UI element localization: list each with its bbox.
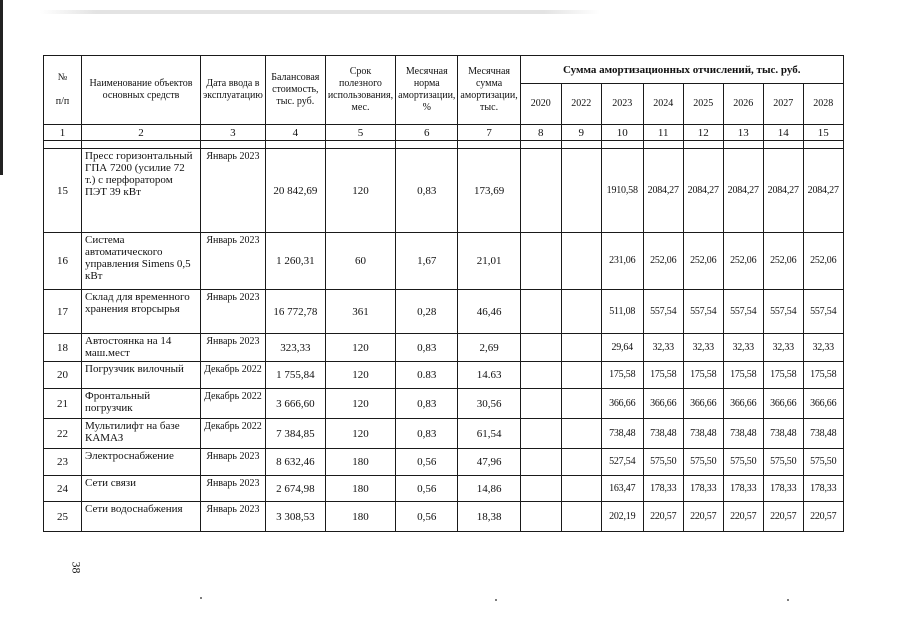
depreciation-2025: 32,33	[683, 334, 723, 362]
table-row	[44, 419, 844, 449]
asset-name: Мультилифт на базе КАМАЗ	[82, 419, 201, 449]
cell-sum: 2,69	[458, 334, 520, 362]
spacer-cell	[396, 141, 458, 149]
header-year: 2025	[683, 84, 723, 125]
row-number: 20	[44, 362, 82, 389]
cell-rate: 0,56	[396, 476, 458, 502]
depreciation-2027: 175,58	[763, 362, 803, 389]
depreciation-2025: 252,06	[683, 233, 723, 290]
table-row	[44, 233, 844, 290]
depreciation-2027: 575,50	[763, 449, 803, 476]
cell-sum: 21,01	[458, 233, 520, 290]
cell-sum: 47,96	[458, 449, 520, 476]
depreciation-2025: 220,57	[683, 502, 723, 532]
cell-rate: 0,28	[396, 290, 458, 334]
table-row	[44, 290, 844, 334]
cell-balance: 3 666,60	[265, 389, 325, 419]
depreciation-2023: 163,47	[601, 476, 643, 502]
header-name: Наименование объектов основных средств	[82, 56, 201, 125]
table-row	[44, 362, 844, 389]
column-number: 4	[265, 125, 325, 141]
commission-date: Декабрь 2022	[201, 389, 266, 419]
depreciation-2026: 557,54	[723, 290, 763, 334]
column-number-row	[44, 125, 844, 141]
depreciation-2022	[561, 233, 601, 290]
depreciation-2020	[520, 389, 561, 419]
depreciation-2025: 557,54	[683, 290, 723, 334]
cell-term: 120	[325, 149, 395, 233]
depreciation-2026: 32,33	[723, 334, 763, 362]
cell-balance: 323,33	[265, 334, 325, 362]
cell-term: 180	[325, 502, 395, 532]
depreciation-2024: 738,48	[643, 419, 683, 449]
depreciation-2026: 738,48	[723, 419, 763, 449]
depreciation-2026: 175,58	[723, 362, 763, 389]
header-term: Срок полезного использования, мес.	[325, 56, 395, 125]
asset-name: Сети водоснабжения	[82, 502, 201, 532]
depreciation-2022	[561, 334, 601, 362]
depreciation-2027: 32,33	[763, 334, 803, 362]
depreciation-2027: 178,33	[763, 476, 803, 502]
column-number: 5	[325, 125, 395, 141]
depreciation-2020	[520, 233, 561, 290]
depreciation-2028: 2084,27	[803, 149, 843, 233]
cell-sum: 14,86	[458, 476, 520, 502]
depreciation-2028: 220,57	[803, 502, 843, 532]
depreciation-2025: 366,66	[683, 389, 723, 419]
commission-date: Январь 2023	[201, 290, 266, 334]
depreciation-2023: 511,08	[601, 290, 643, 334]
table-row	[44, 476, 844, 502]
depreciation-2023: 29,64	[601, 334, 643, 362]
depreciation-2022	[561, 389, 601, 419]
spacer-cell	[561, 141, 601, 149]
depreciation-2025: 575,50	[683, 449, 723, 476]
cell-sum: 30,56	[458, 389, 520, 419]
cell-balance: 8 632,46	[265, 449, 325, 476]
depreciation-table	[43, 55, 844, 532]
header-rate: Месячная норма амортизации, %	[396, 56, 458, 125]
depreciation-2027: 738,48	[763, 419, 803, 449]
cell-rate: 0,56	[396, 502, 458, 532]
depreciation-2022	[561, 290, 601, 334]
row-number: 24	[44, 476, 82, 502]
depreciation-2023: 202,19	[601, 502, 643, 532]
depreciation-2026: 220,57	[723, 502, 763, 532]
column-number: 13	[723, 125, 763, 141]
table-row	[44, 334, 844, 362]
header-group: Сумма амортизационных отчислений, тыс. руб.	[520, 56, 843, 84]
cell-sum: 46,46	[458, 290, 520, 334]
depreciation-2022	[561, 149, 601, 233]
depreciation-2026: 178,33	[723, 476, 763, 502]
depreciation-2028: 178,33	[803, 476, 843, 502]
column-number: 7	[458, 125, 520, 141]
depreciation-2028: 557,54	[803, 290, 843, 334]
depreciation-2024: 366,66	[643, 389, 683, 419]
commission-date: Январь 2023	[201, 334, 266, 362]
header-row-1	[44, 56, 844, 84]
depreciation-2020	[520, 149, 561, 233]
spacer-cell	[763, 141, 803, 149]
depreciation-2028: 252,06	[803, 233, 843, 290]
depreciation-2025: 2084,27	[683, 149, 723, 233]
row-number: 22	[44, 419, 82, 449]
spacer-cell	[44, 141, 82, 149]
depreciation-2023: 1910,58	[601, 149, 643, 233]
header-year: 2024	[643, 84, 683, 125]
cell-balance: 20 842,69	[265, 149, 325, 233]
row-number: 21	[44, 389, 82, 419]
cell-balance: 16 772,78	[265, 290, 325, 334]
spacer-cell	[458, 141, 520, 149]
cell-balance: 7 384,85	[265, 419, 325, 449]
depreciation-2027: 2084,27	[763, 149, 803, 233]
cell-term: 180	[325, 476, 395, 502]
depreciation-2025: 738,48	[683, 419, 723, 449]
table-row	[44, 149, 844, 233]
header-year: 2020	[520, 84, 561, 125]
depreciation-2020	[520, 476, 561, 502]
asset-name: Склад для временного хранения вторсырья	[82, 290, 201, 334]
cell-balance: 1 260,31	[265, 233, 325, 290]
table-row	[44, 449, 844, 476]
depreciation-2027: 220,57	[763, 502, 803, 532]
depreciation-2024: 557,54	[643, 290, 683, 334]
row-number: 15	[44, 149, 82, 233]
cell-term: 60	[325, 233, 395, 290]
row-number: 25	[44, 502, 82, 532]
commission-date: Декабрь 2022	[201, 362, 266, 389]
cell-rate: 0,83	[396, 419, 458, 449]
commission-date: Декабрь 2022	[201, 419, 266, 449]
asset-name: Система автоматического управления Simens 0,5 кВт	[82, 233, 201, 290]
depreciation-2028: 366,66	[803, 389, 843, 419]
scan-artifact	[40, 10, 600, 14]
depreciation-2022	[561, 449, 601, 476]
depreciation-2028: 575,50	[803, 449, 843, 476]
spacer-cell	[201, 141, 266, 149]
header-year: 2022	[561, 84, 601, 125]
column-number: 3	[201, 125, 266, 141]
page-number: 38	[69, 561, 84, 574]
depreciation-2020	[520, 419, 561, 449]
depreciation-2024: 220,57	[643, 502, 683, 532]
column-number: 15	[803, 125, 843, 141]
spacer-cell	[683, 141, 723, 149]
depreciation-2027: 557,54	[763, 290, 803, 334]
header-year: 2028	[803, 84, 843, 125]
cell-sum: 173,69	[458, 149, 520, 233]
header-sum: Месячная сумма амортизации, тыс.	[458, 56, 520, 125]
asset-name: Пресс горизонтальный ГПА 7200 (усилие 72 т.) с перфоратором ПЭТ 39 кВт	[82, 149, 201, 233]
depreciation-2020	[520, 449, 561, 476]
depreciation-2023: 366,66	[601, 389, 643, 419]
cell-rate: 0.83	[396, 362, 458, 389]
depreciation-2024: 2084,27	[643, 149, 683, 233]
depreciation-2024: 178,33	[643, 476, 683, 502]
depreciation-2028: 175,58	[803, 362, 843, 389]
depreciation-2026: 366,66	[723, 389, 763, 419]
depreciation-2024: 32,33	[643, 334, 683, 362]
cell-term: 120	[325, 334, 395, 362]
commission-date: Январь 2023	[201, 233, 266, 290]
spacer-cell	[643, 141, 683, 149]
depreciation-2020	[520, 290, 561, 334]
depreciation-2022	[561, 476, 601, 502]
cell-balance: 3 308,53	[265, 502, 325, 532]
depreciation-2025: 178,33	[683, 476, 723, 502]
column-number: 6	[396, 125, 458, 141]
scan-edge-mark	[0, 0, 3, 175]
commission-date: Январь 2023	[201, 502, 266, 532]
depreciation-2028: 738,48	[803, 419, 843, 449]
depreciation-2028: 32,33	[803, 334, 843, 362]
depreciation-2020	[520, 502, 561, 532]
cell-sum: 14.63	[458, 362, 520, 389]
cell-rate: 0,83	[396, 149, 458, 233]
header-year: 2023	[601, 84, 643, 125]
header-num: № п/п	[44, 56, 82, 125]
row-number: 16	[44, 233, 82, 290]
depreciation-2020	[520, 362, 561, 389]
cell-term: 120	[325, 389, 395, 419]
depreciation-2027: 252,06	[763, 233, 803, 290]
spacer-cell	[82, 141, 201, 149]
cell-sum: 18,38	[458, 502, 520, 532]
row-number: 17	[44, 290, 82, 334]
column-number: 11	[643, 125, 683, 141]
cell-rate: 1,67	[396, 233, 458, 290]
depreciation-2023: 175,58	[601, 362, 643, 389]
header-year: 2026	[723, 84, 763, 125]
cell-rate: 0,83	[396, 334, 458, 362]
header-year: 2027	[763, 84, 803, 125]
column-number: 2	[82, 125, 201, 141]
spacer-cell	[520, 141, 561, 149]
spacer-cell	[803, 141, 843, 149]
cell-term: 180	[325, 449, 395, 476]
depreciation-2023: 231,06	[601, 233, 643, 290]
asset-name: Электроснабжение	[82, 449, 201, 476]
scan-speck	[200, 597, 202, 599]
table-row	[44, 389, 844, 419]
row-number: 23	[44, 449, 82, 476]
depreciation-2022	[561, 362, 601, 389]
cell-balance: 1 755,84	[265, 362, 325, 389]
column-number: 10	[601, 125, 643, 141]
depreciation-2022	[561, 419, 601, 449]
depreciation-2023: 527,54	[601, 449, 643, 476]
table-row	[44, 502, 844, 532]
depreciation-2020	[520, 334, 561, 362]
header-balance: Балансовая стоимость, тыс. руб.	[265, 56, 325, 125]
asset-name: Автостоянка на 14 маш.мест	[82, 334, 201, 362]
column-number: 12	[683, 125, 723, 141]
depreciation-2024: 252,06	[643, 233, 683, 290]
depreciation-2027: 366,66	[763, 389, 803, 419]
depreciation-2026: 575,50	[723, 449, 763, 476]
column-number: 8	[520, 125, 561, 141]
scan-speck	[495, 599, 497, 601]
asset-name: Фронтальный погрузчик	[82, 389, 201, 419]
cell-term: 120	[325, 362, 395, 389]
column-number: 9	[561, 125, 601, 141]
scan-speck	[787, 599, 789, 601]
cell-rate: 0,83	[396, 389, 458, 419]
depreciation-2022	[561, 502, 601, 532]
column-number: 14	[763, 125, 803, 141]
column-number: 1	[44, 125, 82, 141]
depreciation-2024: 175,58	[643, 362, 683, 389]
commission-date: Январь 2023	[201, 449, 266, 476]
row-number: 18	[44, 334, 82, 362]
commission-date: Январь 2023	[201, 149, 266, 233]
spacer-cell	[601, 141, 643, 149]
spacer-cell	[265, 141, 325, 149]
depreciation-2026: 2084,27	[723, 149, 763, 233]
depreciation-2026: 252,06	[723, 233, 763, 290]
header-date: Дата ввода в эксплуатацию	[201, 56, 266, 125]
asset-name: Погрузчик вилочный	[82, 362, 201, 389]
cell-sum: 61,54	[458, 419, 520, 449]
spacer-cell	[325, 141, 395, 149]
spacer-row	[44, 141, 844, 149]
depreciation-2023: 738,48	[601, 419, 643, 449]
commission-date: Январь 2023	[201, 476, 266, 502]
cell-rate: 0,56	[396, 449, 458, 476]
asset-name: Сети связи	[82, 476, 201, 502]
cell-term: 120	[325, 419, 395, 449]
cell-balance: 2 674,98	[265, 476, 325, 502]
depreciation-2024: 575,50	[643, 449, 683, 476]
spacer-cell	[723, 141, 763, 149]
cell-term: 361	[325, 290, 395, 334]
depreciation-2025: 175,58	[683, 362, 723, 389]
